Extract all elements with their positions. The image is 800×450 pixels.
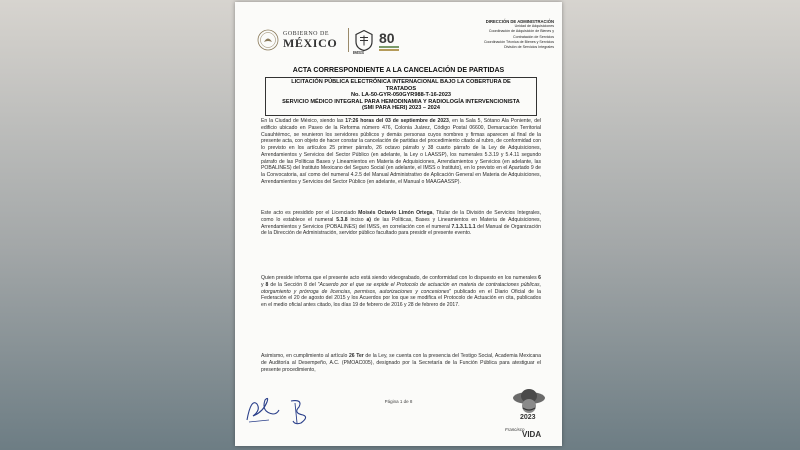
paragraph-3 [261,275,541,309]
tender-line: SERVICIO MÉDICO INTEGRAL PARA HEMODINAMIA Y RADIOLOGÍA INTERVENCIONISTA [282,98,520,105]
dept-line: Unidad de Adquisiciones [514,24,554,29]
meeting-time: 17:26 horas del 03 de septiembre de 2023 [345,118,449,124]
letterhead [235,2,562,62]
tender-line: LICITACIÓN PÚBLICA ELECTRÓNICA INTERNACIONAL BAJO LA COBERTURA DE [291,79,511,85]
signature-2 [285,397,315,427]
dept-line: Coordinación de Adquisición de Bienes y [488,29,554,34]
paragraph-2 [261,210,541,237]
text-run: " publicado en el Diario Oficial de la Federación el 20 de agosto del 2015 y los Acuerdos por los que se modifica el Protocolo de Actuación en cita, publicados en el medio oficial antes citado, los días 19 de febrero de 2016 y 28 de febrero de 2017. [261,288,541,308]
text-run: inciso [347,216,367,223]
mexico-eagle-emblem-icon [257,29,279,51]
document-title: ACTA CORRESPONDIENTE A LA CANCELACIÓN DE PARTIDAS [292,67,505,74]
text-run: de las Políticas, Bases y Lineamientos en Materia de Adquisiciones, Arrendamientos y Servicios (POBALINES) del IMSS, en correlación con el numeral [261,216,541,230]
logo-divider [348,28,349,52]
text-run: , Titular de la División de Servicios Integrales, como lo establece el numeral [261,210,541,223]
gobierno-de-mexico-logo [283,31,337,49]
numeral-ref: 7.1.3.1.1.1 [451,223,476,230]
svg-text:80: 80 [379,30,395,46]
tender-line: (SMI PARA HERI) 2023 – 2024 [361,105,441,112]
anniversary-logo-icon [377,27,401,53]
paragraph-1 [261,118,541,186]
text-run: del Manual de Organización de la Dirección de Administración, servidor público facultado para presidir el presente evento. [261,223,541,237]
numeral-ref: 8 [265,281,269,288]
gov-line1: GOBIERNO DE [283,31,329,37]
article-ref: 26 Ter [348,353,364,359]
dept-line: Coordinación Técnica de Bienes y Servicios [483,39,554,44]
gov-line2: MÉXICO [283,36,338,50]
dept-line: División de Servicios Integrales [504,45,554,50]
signature-1 [243,392,283,428]
presiding-official-name: Moisés Octavio Limón Ortega [358,210,433,216]
department-block [434,19,554,50]
paragraph-4 [261,353,541,373]
tender-line: TRATADOS [385,85,417,92]
agreement-title: Acuerdo por el que se expide el Protocolo de actuación en materia de contrataciones públicas, otorgamiento y prórroga de licencias, permisos, autorizaciones y concesiones [261,281,541,295]
text-run: En la Ciudad de México, siendo las [261,118,346,124]
badge-vida: VIDA [522,430,542,439]
tender-info-box [265,77,537,116]
dept-line: DIRECCIÓN DE ADMINISTRACIÓN [485,19,554,24]
tender-line: No. LA-50-GYR-050GYR988-T-16-2023 [350,92,452,99]
numeral-ref: 6 [538,275,541,281]
imss-label: IMSS [353,50,365,55]
text-run: de la Ley, se cuenta con la presencia del Testigo Social, Academia Mexicana de Auditoría al Desempeño, A.C. (PMOAC005), designado por la Secretaría de la Función Pública para atestiguar el presente procedimiento, [261,353,541,373]
text-run: Este acto es presidido por el Licenciado [261,210,359,216]
document-page [235,2,562,446]
numeral-ref: 5.3.8 [336,216,348,223]
text-run: Asimismo, en cumplimiento al artículo [261,353,349,359]
page-number: Página 1 de 8 [384,399,413,404]
text-run: Quien preside informa que el presente acto está siendo videograbado, de conformidad con lo dispuesto en los numerales [261,275,539,281]
text-run: de la Sección 8 del " [268,281,320,288]
text-run: y [261,281,266,288]
text-run: , en la Sala 5, Sótano Ala Poniente, del edificio ubicado en Paseo de la Reforma número 476, Colonia Juárez, Código Postal 06600, Demarcación Territorial Cuauhtémoc, se reunieron los servidores públicos y demás personas cuyos nombres y firmas aparecen al final de la presente acta, con objeto de hacer constar la cancelación de partidas del procedimiento citado al rubro, de conformidad con lo previsto en los artículos 25 primer párrafo, 26 octavo párrafo y 38 cuarto párrafo de la Ley de Adquisiciones, Arrendamientos y Servicios del Sector Público (en adelante, la Ley o LAASSP), los numerales 5.3.19 y 5.4.11 segundo párrafo de las Políticas Bases y Lineamientos en Materia de Adquisiciones, Arrendamientos y Servicios (en adelante, las POBALINES) del Instituto Mexicano del Seguro Social (en adelante, el IMSS o Instituto), en lo previsto en el Apartado 9 de la Convocatoria, así como del numeral 4.2.5 del Manual Administrativo de Aplicación General en Materia de Adquisiciones, Arrendamientos y Servicios del Sector Público (en adelante, el Manual o MAAGAASSP). [261,118,541,185]
badge-name: Francisco [505,427,525,432]
dept-line: Contratación de Servicios [513,34,554,39]
imss-logo-icon [354,29,374,52]
inciso-ref: a) [366,216,371,223]
badge-year: 2023 [520,414,536,421]
